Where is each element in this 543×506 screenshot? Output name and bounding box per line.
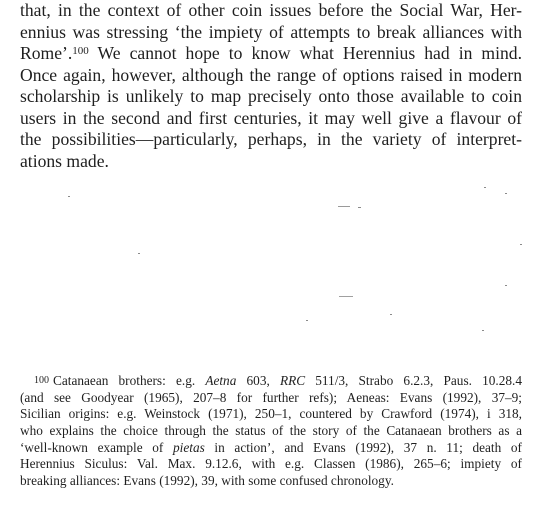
footnote-line: [20, 440, 522, 457]
italic-text: RRC: [279, 373, 306, 388]
text-fragment: We cannot hope to know what Herennius had in mind.: [88, 43, 522, 63]
text-line: scholarship is unlikely to map precisely onto those available to coin: [20, 86, 522, 106]
scan-speck: [338, 206, 350, 207]
italic-text: pietas: [173, 439, 205, 455]
footnote-line: who explains the choice through the status of the story of the Catanaean brothers as a: [20, 423, 522, 439]
scan-speck: [306, 320, 308, 321]
scan-speck: [138, 253, 140, 254]
scan-speck: [505, 285, 507, 286]
footnote-line: Sicilian origins: e.g. Weinstock (1971), 250–1, countered by Crawford (1974), i 318,: [20, 406, 522, 422]
footnote-number: 100: [34, 375, 49, 386]
scan-speck: [520, 244, 522, 245]
scan-speck: [505, 193, 507, 194]
scan-speck: [358, 207, 361, 208]
scan-speck: [484, 187, 486, 188]
scan-speck: [482, 330, 484, 331]
text-fragment: ‘well-known example of: [20, 439, 174, 455]
footnote: [20, 373, 522, 490]
footnote-line: Herennius Siculus: Val. Max. 9.12.6, with e.g. Classen (1986), 265–6; impiety of: [20, 456, 522, 472]
scan-speck: [339, 296, 353, 297]
text-line: ations made.: [20, 150, 109, 171]
footnote-reference[interactable]: 100: [72, 45, 89, 57]
text-line: the possibilities—particularly, perhaps, in the variety of interpret-: [20, 129, 522, 149]
footnote-line: breaking alliances: Evans (1992), 39, with some confused chronology.: [20, 473, 394, 489]
text-fragment: Rome’.: [20, 43, 73, 63]
text-line: ennius was stressing ‘the impiety of attempts to break alliances with: [20, 21, 522, 42]
footnote-line: [20, 373, 522, 390]
text-fragment: 603,: [236, 373, 280, 388]
text-fragment: in action’, and Evans (1992), 37 n. 11; death of: [204, 439, 522, 455]
text-fragment: Catanaean brothers: e.g.: [53, 373, 206, 388]
text-line: that, in the context of other coin issues before the Social War, Her-: [20, 0, 522, 20]
scan-speck: [68, 196, 70, 197]
italic-text: Aetna: [205, 373, 237, 388]
text-line: users in the second and first centuries, it may well give a flavour of: [20, 107, 522, 128]
main-text: [20, 0, 522, 172]
text-line: Once again, however, although the range of options raised in modern: [20, 64, 522, 85]
text-line: [20, 43, 522, 65]
footnote-line: (and see Goodyear (1965), 207–8 for further refs); Aeneas: Evans (1992), 37–9;: [20, 389, 522, 405]
scan-speck: [390, 314, 392, 315]
text-fragment: 511/3, Strabo 6.2.3, Paus. 10.28.4: [305, 373, 523, 388]
